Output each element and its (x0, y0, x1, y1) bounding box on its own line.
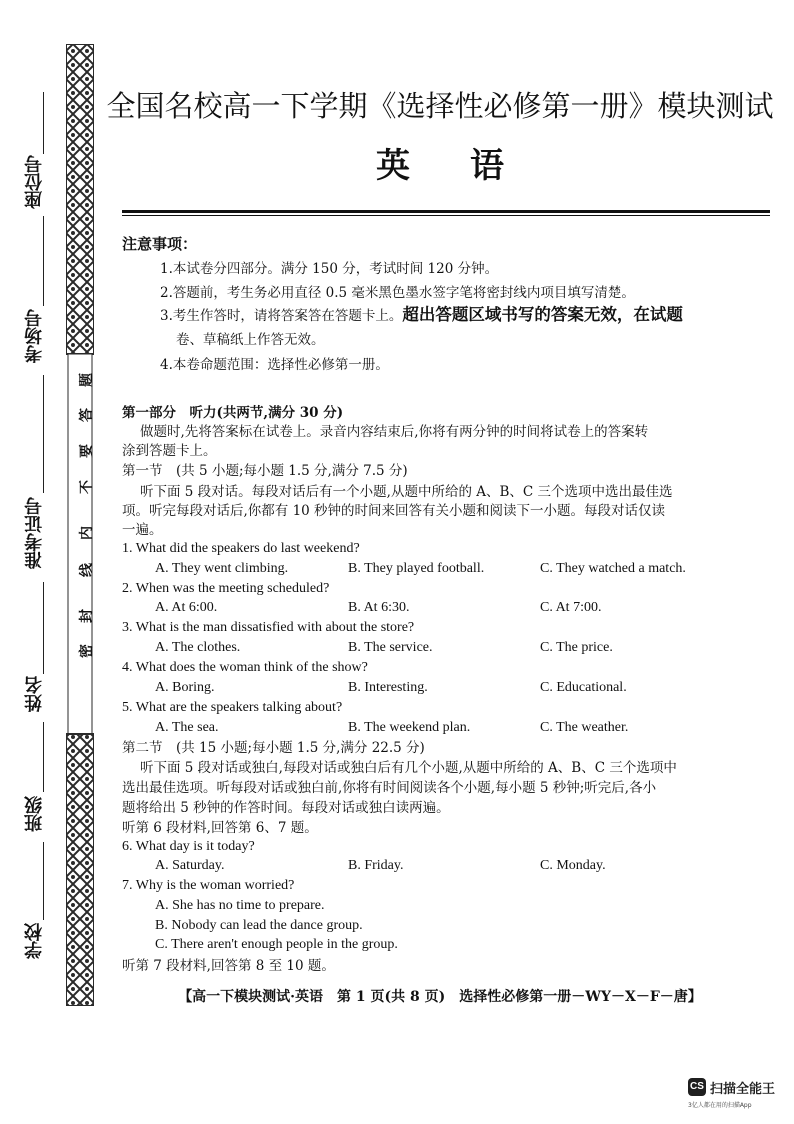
page-footer: 【高一下模块测试·英语 第 1 页(共 8 页) 选择性必修第一册－WY－X－F－唐】 (178, 989, 702, 1005)
seal-char-6: 线 (79, 563, 95, 577)
question-7-option-b: B. Nobody can lead the dance group. (155, 918, 363, 933)
blank-line-seat-2 (43, 216, 44, 306)
question-1-option-a: A. They went climbing. (155, 561, 289, 576)
seal-char-1: 题 (79, 373, 95, 387)
section2-intro-2: 选出最佳选项。听每段对话或独白前,你将有时间阅读各个小题,每小题 5 秒钟;听完后,各小 (122, 780, 657, 796)
part1-intro-1: 做题时,先将答案标在试卷上。录音内容结束后,你将有两分钟的时间将试卷上的答案转 (140, 424, 649, 440)
question-5-option-b: B. The weekend plan. (348, 720, 471, 735)
seal-char-5: 内 (79, 526, 95, 540)
question-4-option-c: C. Educational. (540, 680, 627, 695)
question-7-option-c: C. There aren't enough people in the group. (155, 937, 398, 952)
scanner-app-name: 扫描全能王 (710, 1082, 776, 1097)
question-6-option-a: A. Saturday. (155, 858, 225, 873)
question-3-option-b: B. The service. (348, 640, 433, 655)
section2-intro-1: 听下面 5 段对话或独白,每段对话或独白后有几个小题,从题中所给的 A、B、C 三个选项中 (140, 760, 677, 776)
blank-line-room (43, 375, 44, 493)
seal-char-7: 封 (79, 609, 95, 623)
question-7-option-a: A. She has no time to prepare. (155, 898, 325, 913)
question-4-option-b: B. Interesting. (348, 680, 428, 695)
side-label-seat: 座位号 (24, 155, 45, 209)
side-label-exam-no: 准考证号 (24, 497, 45, 569)
notice-item-3 (160, 304, 760, 327)
question-3-option-c: C. The price. (540, 640, 613, 655)
side-label-school: 学校 (24, 923, 45, 959)
question-6-option-b: B. Friday. (348, 858, 404, 873)
question-5-option-a: A. The sea. (155, 720, 219, 735)
question-2-option-a: A. At 6:00. (155, 600, 218, 615)
side-label-room: 考场号 (24, 309, 45, 363)
subject-title: 英语 (376, 146, 564, 186)
notice-item-1: 1.本试卷分四部分。满分 150 分，考试时间 120 分钟。 (160, 261, 499, 277)
question-1-option-b: B. They played football. (348, 561, 485, 576)
seal-char-4: 不 (79, 480, 95, 494)
header-rule-thin (122, 215, 770, 216)
scanner-tagline: 3亿人都在用的扫描App (688, 1102, 752, 1109)
header-rule-thick (122, 210, 770, 213)
notice-item-3-text: 3.考生作答时，请将答案答在答题卡上。 (160, 308, 403, 324)
question-2-option-b: B. At 6:30. (348, 600, 410, 615)
section1-intro-3: 一遍。 (122, 522, 163, 538)
question-6-option-c: C. Monday. (540, 858, 606, 873)
seal-char-8: 密 (79, 644, 95, 658)
question-2-option-c: C. At 7:00. (540, 600, 602, 615)
side-label-name: 姓名 (24, 676, 45, 712)
notice-item-3-cont: 卷、草稿纸上作答无效。 (176, 332, 325, 348)
seal-char-3: 要 (79, 444, 95, 458)
seal-char-2: 答 (79, 408, 95, 422)
notice-heading: 注意事项： (122, 235, 198, 253)
part1-heading: 第一部分 听力(共两节,满分 30 分) (122, 405, 344, 421)
page-title: 全国名校高一下学期《选择性必修第一册》模块测试 (106, 89, 774, 123)
section1-heading: 第一节 (共 5 小题;每小题 1.5 分,满分 7.5 分) (122, 463, 408, 479)
section1-intro-2: 项。听完每段对话后,你都有 10 秒钟的时间来回答有关小题和阅读下一小题。每段对话仅读 (122, 503, 666, 519)
part1-intro-2: 涂到答题卡上。 (122, 443, 217, 459)
scanner-logo-icon: CS (688, 1078, 706, 1096)
notice-item-2: 2.答题前，考生务必用直径 0.5 毫米黑色墨水签字笔将密封线内项目填写清楚。 (160, 285, 635, 301)
question-1-stem: 1. What did the speakers do last weekend? (122, 541, 360, 556)
side-label-class: 班级 (24, 796, 45, 832)
section1-intro-1: 听下面 5 段对话。每段对话后有一个小题,从题中所给的 A、B、C 三个选项中选出最佳选 (140, 484, 673, 500)
question-4-option-a: A. Boring. (155, 680, 215, 695)
binding-border-pattern (66, 44, 94, 1006)
blank-line-name (43, 722, 44, 792)
section2-heading: 第二节 (共 15 小题;每小题 1.5 分,满分 22.5 分) (122, 740, 425, 756)
question-1-option-c: C. They watched a match. (540, 561, 686, 576)
section2-intro-3: 题将给出 5 秒钟的作答时间。每段对话或独白读两遍。 (122, 800, 450, 816)
question-5-stem: 5. What are the speakers talking about? (122, 700, 343, 715)
blank-line-class (43, 842, 44, 920)
question-4-stem: 4. What does the woman think of the show? (122, 660, 368, 675)
question-2-stem: 2. When was the meeting scheduled? (122, 581, 330, 596)
notice-item-4: 4.本卷命题范围：选择性必修第一册。 (160, 357, 389, 373)
dialog-7-instruction: 听第 7 段材料,回答第 8 至 10 题。 (122, 958, 335, 974)
question-6-stem: 6. What day is it today? (122, 839, 255, 854)
blank-line-exam-no (43, 582, 44, 674)
question-3-stem: 3. What is the man dissatisfied with about the store? (122, 620, 415, 635)
question-5-option-c: C. The weather. (540, 720, 629, 735)
question-7-stem: 7. Why is the woman worried? (122, 878, 295, 893)
dialog-6-instruction: 听第 6 段材料,回答第 6、7 题。 (122, 820, 318, 836)
question-3-option-a: A. The clothes. (155, 640, 241, 655)
blank-line-seat (43, 92, 44, 154)
notice-item-3-emphasis: 超出答题区域书写的答案无效，在试题 (402, 305, 683, 324)
